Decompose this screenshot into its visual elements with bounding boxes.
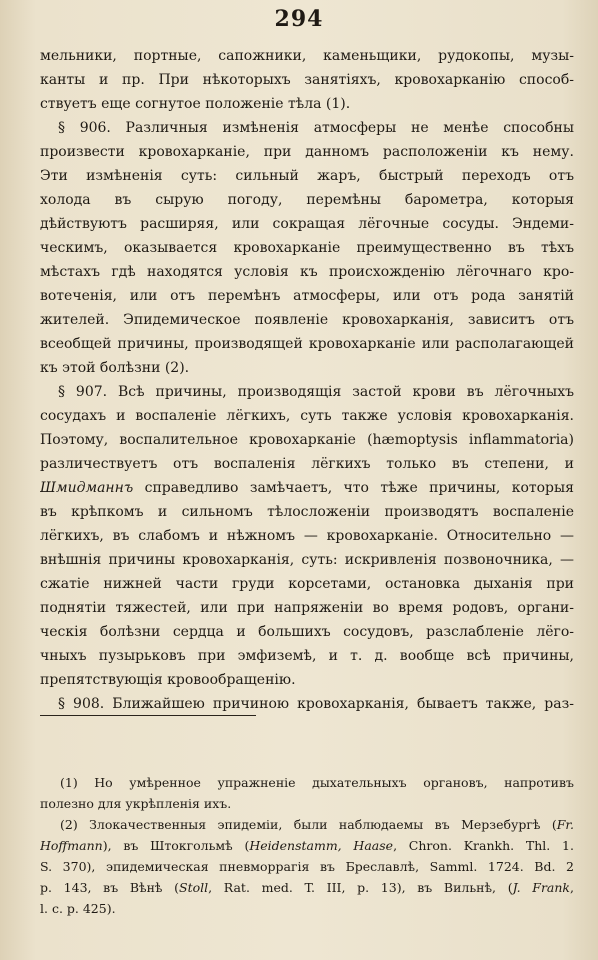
text-line: жителей. Эпидемическое появленіе кровохарканія, зависитъ отъ bbox=[40, 312, 574, 328]
text-fragment: , Rat. med. T. III, p. 13), въ Вильнѣ, ( bbox=[208, 880, 513, 895]
text-line: всеобщей причины, производящей кровохарканіе или располагающей bbox=[40, 336, 574, 352]
footnotes bbox=[40, 772, 574, 919]
footnote-2-line bbox=[40, 814, 574, 835]
text-fragment: p. 143, въ Вѣнѣ ( bbox=[40, 880, 179, 895]
text-line: мѣстахъ гдѣ находятся условія къ происхожденію лёгочнаго кро- bbox=[40, 264, 574, 280]
paragraph-906 bbox=[40, 116, 574, 380]
text-fragment: , Chron. Krankh. Thl. 1. bbox=[393, 838, 574, 853]
text-line: внѣшнія причины кровохарканія, суть: искривленія позвоночника, — bbox=[40, 552, 574, 568]
paragraph-908 bbox=[40, 692, 574, 716]
footnote-divider bbox=[40, 715, 256, 716]
text-line: чныхъ пузырьковъ при эмфиземѣ, и т. д. вообще всѣ причины, bbox=[40, 648, 574, 664]
footnote-2-line bbox=[40, 835, 574, 856]
text-line: холода въ сырую погоду, перемѣны барометра, которыя bbox=[40, 192, 574, 208]
footnote-2-line bbox=[40, 877, 574, 898]
text-line: къ этой болѣзни (2). bbox=[40, 360, 190, 376]
text-line: произвести кровохарканіе, при данномъ расположеніи къ нему. bbox=[40, 144, 574, 160]
text-line: лёгкихъ, въ слабомъ и нѣжномъ — кровохарканіе. Относительно — bbox=[40, 528, 574, 544]
text-line: дѣйствуютъ расширяя, или сокращая лёгочные сосуды. Эндеми- bbox=[40, 216, 574, 232]
text-line: ствуетъ еще согнутое положеніе тѣла (1). bbox=[40, 96, 351, 112]
paragraph-907 bbox=[40, 380, 574, 692]
text-line: сжатіе нижней части груди корсетами, остановка дыханія при bbox=[40, 576, 574, 592]
footnote-2-line: l. c. p. 425). bbox=[40, 901, 116, 916]
text-line: канты и пр. При нѣкоторыхъ занятіяхъ, кровохарканію способ- bbox=[40, 72, 574, 88]
footnote-1-line: (1) Но умѣренное упражненіе дыхательныхъ органовъ, напротивъ bbox=[60, 775, 574, 790]
text-line: ческимъ, оказывается кровохарканіе преимущественно въ тѣхъ bbox=[40, 240, 574, 256]
text-line bbox=[40, 476, 574, 500]
author-name: Fr. bbox=[556, 817, 574, 832]
text-fragment: , bbox=[570, 880, 574, 895]
paragraph-continued bbox=[40, 44, 574, 116]
text-fragment: (2) Злокачественныя эпидеміи, были наблюдаемы въ Мерзебургѣ ( bbox=[60, 817, 557, 832]
text-line: Поэтому, воспалительное кровохарканіе (hæmoptysis inflammatoria) bbox=[40, 432, 574, 448]
footnote-1-line: полезно для укрѣпленія ихъ. bbox=[40, 796, 232, 811]
author-name: Шмидманнъ bbox=[40, 480, 134, 496]
text-line: § 908. Ближайшею причиною кровохарканія, бываетъ также, раз- bbox=[58, 696, 574, 712]
author-name: Stoll bbox=[179, 880, 209, 895]
text-line: § 906. Различныя измѣненія атмосферы не менѣе способны bbox=[58, 120, 574, 136]
page-number: 294 bbox=[274, 6, 324, 32]
author-name: J. Frank bbox=[512, 880, 571, 895]
author-name: Hoffmann bbox=[40, 838, 103, 853]
text-line: вотеченія, или отъ перемѣнъ атмосферы, или отъ рода занятій bbox=[40, 288, 574, 304]
text-line: § 907. Всѣ причины, производящія застой крови въ лёгочныхъ bbox=[58, 384, 574, 400]
text-line: въ крѣпкомъ и сильномъ тѣлосложеніи производятъ воспаленіе bbox=[40, 504, 574, 520]
author-name: Heidenstamm, Haase bbox=[249, 838, 394, 853]
text-fragment: справедливо замѣчаетъ, что тѣже причины, которыя bbox=[133, 480, 574, 496]
footnote-2-line: S. 370), эпидемическая пневморрагія въ Бреславлѣ, Samml. 1724. Bd. 2 bbox=[40, 859, 574, 874]
text-line: препятствующія кровообращенію. bbox=[40, 672, 296, 688]
text-line: сосудахъ и воспаленіе лёгкихъ, суть также условія кровохарканія. bbox=[40, 408, 574, 424]
text-line: поднятіи тяжестей, или при напряженіи во время родовъ, органи- bbox=[40, 600, 574, 616]
text-line: Эти измѣненія суть: сильный жаръ, быстрый переходъ отъ bbox=[40, 168, 574, 184]
text-line: мельники, портные, сапожники, каменьщики, рудокопы, музы- bbox=[40, 48, 574, 64]
text-fragment: ), въ Штокгольмѣ ( bbox=[102, 838, 250, 853]
text-line: ческія болѣзни сердца и большихъ сосудовъ, разслабленіе лёго- bbox=[40, 624, 574, 640]
body-text bbox=[40, 44, 574, 716]
text-line: различествуетъ отъ воспаленія лёгкихъ только въ степени, и bbox=[40, 456, 574, 472]
